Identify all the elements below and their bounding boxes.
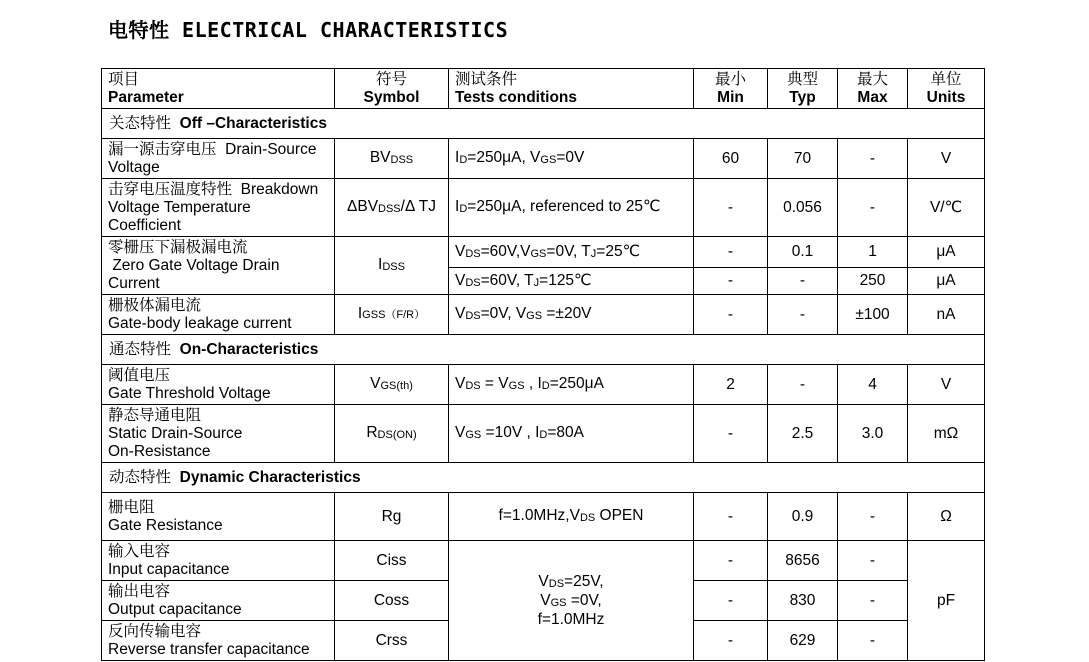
param-vgsth: 阈值电压 Gate Threshold Voltage — [102, 365, 335, 405]
unit-igss: nA — [908, 295, 985, 335]
min-vgsth: 2 — [694, 365, 768, 405]
min-idss-125c: - — [694, 268, 768, 295]
table-row — [102, 237, 985, 268]
typ-dbvdss: 0.056 — [768, 179, 838, 237]
max-crss: - — [838, 621, 908, 661]
min-rg: - — [694, 493, 768, 541]
conditions-rg: $f=1.0MHz,V_{DS}$ OPEN — [449, 493, 694, 541]
param-ciss: 输入电容 Input capacitance — [102, 541, 335, 581]
conditions-rdson: $V_{GS} =10V$ , $I_D=80A$ — [449, 405, 694, 463]
typ-crss: 629 — [768, 621, 838, 661]
section-off-characteristics: 关态特性 Off –Characteristics — [102, 109, 985, 139]
param-bvdss: 漏一源击穿电压 Drain-Source Voltage — [102, 139, 335, 179]
min-igss: - — [694, 295, 768, 335]
typ-rdson: 2.5 — [768, 405, 838, 463]
max-bvdss: - — [838, 139, 908, 179]
param-idss: 零栅压下漏极漏电流 Zero Gate Voltage Drain Current — [102, 237, 335, 295]
header-symbol: 符号 Symbol — [335, 69, 449, 109]
min-dbvdss: - — [694, 179, 768, 237]
table-row — [102, 541, 985, 581]
max-igss: ±100 — [838, 295, 908, 335]
unit-bvdss: V — [908, 139, 985, 179]
header-row — [102, 69, 985, 109]
min-rdson: - — [694, 405, 768, 463]
table-row — [102, 493, 985, 541]
typ-ciss: 8656 — [768, 541, 838, 581]
symbol-ciss: Ciss — [335, 541, 449, 581]
page-title: 电特性 ELECTRICAL CHARACTERISTICS — [108, 18, 509, 42]
typ-coss: 830 — [768, 581, 838, 621]
symbol-igss: IGSS（F/R） — [335, 295, 449, 335]
table-row — [102, 405, 985, 463]
param-dbvdss: 击穿电压温度特性 Breakdown Voltage Temperature Coefficient — [102, 179, 335, 237]
electrical-characteristics-table — [101, 68, 985, 661]
symbol-dbvdss: $\Delta BV_{DSS}/\Delta$ TJ — [335, 179, 449, 237]
typ-idss-125c: - — [768, 268, 838, 295]
param-crss: 反向传输电容 Reverse transfer capacitance — [102, 621, 335, 661]
typ-idss-25c: 0.1 — [768, 237, 838, 268]
conditions-idss-25c: $V_{DS}=60V,V_{GS}=0V$, $T_J=25℃$ — [449, 237, 694, 268]
header-parameter: 项目 Parameter — [102, 69, 335, 109]
header-max: 最大 Max — [838, 69, 908, 109]
unit-idss-25c: μA — [908, 237, 985, 268]
header-conditions: 测试条件 Tests conditions — [449, 69, 694, 109]
conditions-idss-125c: $V_{DS}=60V$, $T_J=125℃$ — [449, 268, 694, 295]
min-bvdss: 60 — [694, 139, 768, 179]
conditions-capacitance: $V_{DS}=25V$, $V_{GS} =0V$, f=1.0MHz — [449, 541, 694, 661]
unit-dbvdss: V/℃ — [908, 179, 985, 237]
conditions-vgsth: $V_{DS} = V_{GS}$ , $I_D=250\mu A$ — [449, 365, 694, 405]
conditions-igss: $V_{DS}=0V$, $V_{GS} =\pm 20V$ — [449, 295, 694, 335]
symbol-idss: $I_{DSS}$ — [335, 237, 449, 295]
max-dbvdss: - — [838, 179, 908, 237]
symbol-vgsth: $V_{GS(th)}$ — [335, 365, 449, 405]
table-row — [102, 139, 985, 179]
symbol-rg: Rg — [335, 493, 449, 541]
table-row — [102, 179, 985, 237]
unit-rg: Ω — [908, 493, 985, 541]
param-rdson: 静态导通电阻 Static Drain-Source On-Resistance — [102, 405, 335, 463]
section-dynamic-characteristics: 动态特性 Dynamic Characteristics — [102, 463, 985, 493]
table-row — [102, 365, 985, 405]
max-coss: - — [838, 581, 908, 621]
conditions-bvdss: $I_D=250\mu A$, $V_{GS}=0V$ — [449, 139, 694, 179]
unit-vgsth: V — [908, 365, 985, 405]
header-typ: 典型 Typ — [768, 69, 838, 109]
symbol-bvdss: $BV_{DSS}$ — [335, 139, 449, 179]
min-idss-25c: - — [694, 237, 768, 268]
table-row — [102, 295, 985, 335]
conditions-dbvdss: $I_D=250\mu A$, referenced to 25℃ — [449, 179, 694, 237]
section-on-characteristics: 通态特性 On-Characteristics — [102, 335, 985, 365]
max-rg: - — [838, 493, 908, 541]
max-vgsth: 4 — [838, 365, 908, 405]
unit-capacitance: pF — [908, 541, 985, 661]
symbol-coss: Coss — [335, 581, 449, 621]
max-idss-25c: 1 — [838, 237, 908, 268]
symbol-rdson: $R_{DS(ON)}$ — [335, 405, 449, 463]
typ-vgsth: - — [768, 365, 838, 405]
unit-rdson: mΩ — [908, 405, 985, 463]
param-rg: 栅电阻 Gate Resistance — [102, 493, 335, 541]
typ-rg: 0.9 — [768, 493, 838, 541]
header-min: 最小 Min — [694, 69, 768, 109]
symbol-crss: Crss — [335, 621, 449, 661]
header-units: 单位 Units — [908, 69, 985, 109]
max-idss-125c: 250 — [838, 268, 908, 295]
typ-igss: - — [768, 295, 838, 335]
typ-bvdss: 70 — [768, 139, 838, 179]
min-crss: - — [694, 621, 768, 661]
min-coss: - — [694, 581, 768, 621]
max-ciss: - — [838, 541, 908, 581]
unit-idss-125c: μA — [908, 268, 985, 295]
min-ciss: - — [694, 541, 768, 581]
param-igss: 栅极体漏电流 Gate-body leakage current — [102, 295, 335, 335]
max-rdson: 3.0 — [838, 405, 908, 463]
param-coss: 输出电容 Output capacitance — [102, 581, 335, 621]
